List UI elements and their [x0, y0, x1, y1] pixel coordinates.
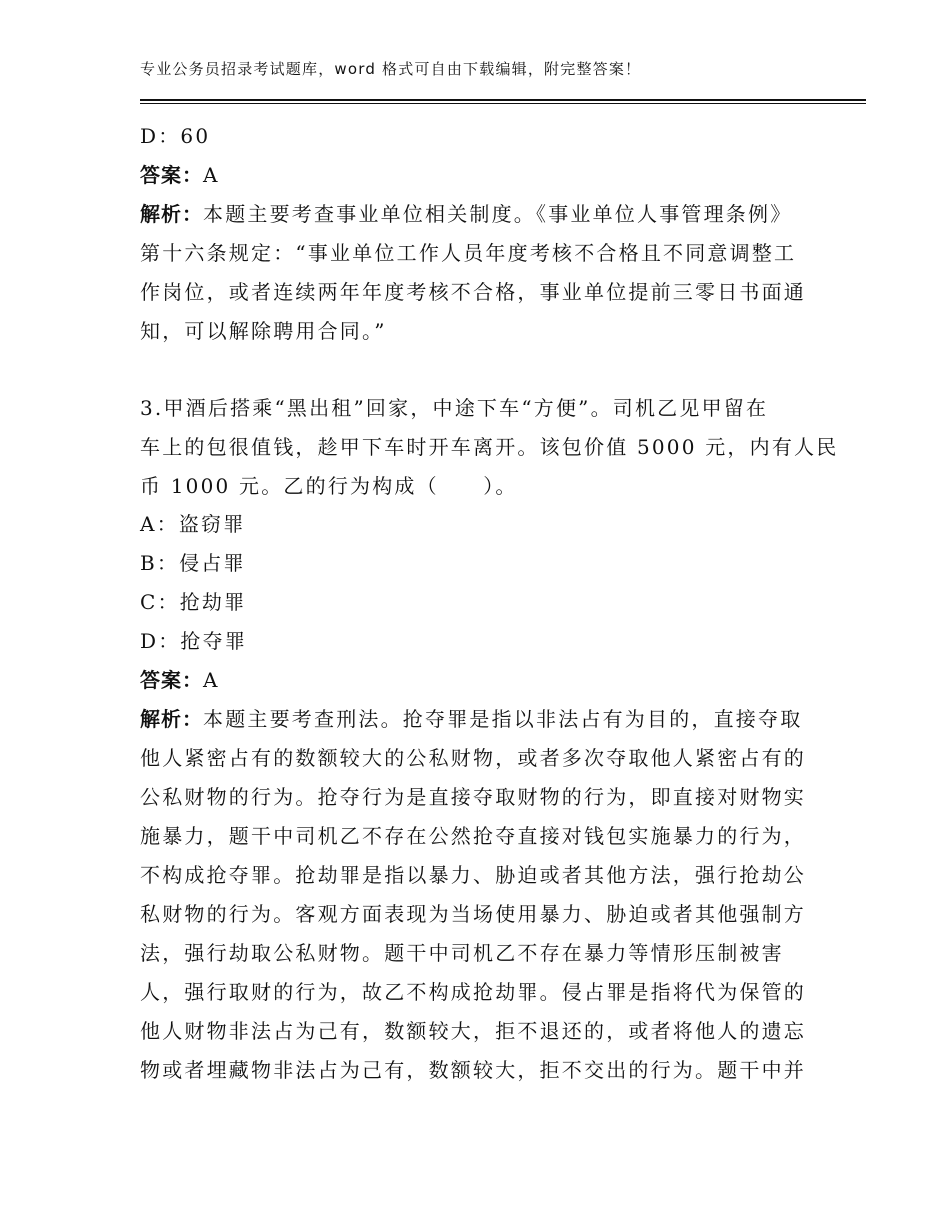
option-c: C：抢劫罪 [140, 590, 247, 614]
answer-value: A [203, 163, 220, 187]
question-stem-line-1: 车上的包很值钱，趁甲下车时开车离开。该包价值 5000 元，内有人民 [140, 435, 839, 459]
answer-value: A [203, 668, 220, 692]
analysis-line-prev-1: 第十六条规定：“事业单位工作人员年度考核不合格且不同意调整工 [140, 241, 797, 265]
option-d: D：抢夺罪 [140, 629, 248, 653]
analysis-line-8: 他人财物非法占为己有，数额较大，拒不退还的，或者将他人的遗忘 [140, 1019, 806, 1043]
answer-label: 答案： [140, 668, 203, 692]
analysis-line-0 [140, 707, 802, 731]
answer-line [140, 668, 220, 692]
analysis-text: 本题主要考查刑法。抢夺罪是指以非法占有为目的，直接夺取 [203, 707, 803, 731]
analysis-line-6: 法，强行劫取公私财物。题干中司机乙不存在暴力等情形压制被害 [140, 941, 784, 965]
answer-label: 答案： [140, 163, 203, 187]
analysis-line-2: 公私财物的行为。抢夺行为是直接夺取财物的行为，即直接对财物实 [140, 785, 806, 809]
question-stem-line-2: 币 1000 元。乙的行为构成（ ）。 [140, 474, 518, 498]
analysis-line-7: 人，强行取财的行为，故乙不构成抢劫罪。侵占罪是指将代为保管的 [140, 980, 806, 1004]
answer-line-prev [140, 163, 220, 187]
analysis-line-9: 物或者埋藏物非法占为己有，数额较大，拒不交出的行为。题干中并 [140, 1058, 806, 1082]
header-rule-thin [140, 103, 866, 104]
analysis-line-prev-2: 作岗位，或者连续两年年度考核不合格，事业单位提前三零日书面通 [140, 280, 806, 304]
analysis-text: 本题主要考查事业单位相关制度。《事业单位人事管理条例》 [203, 202, 793, 226]
question-stem-line-0: 3.甲酒后搭乘“黑出租”回家，中途下车“方便”。司机乙见甲留在 [140, 396, 769, 420]
option-a: A：盗窃罪 [140, 512, 246, 536]
analysis-line-4: 不构成抢夺罪。抢劫罪是指以暴力、胁迫或者其他方法，强行抢劫公 [140, 863, 806, 887]
option-d-prev: D：60 [140, 124, 211, 148]
analysis-line-prev-0 [140, 202, 792, 226]
analysis-line-prev-3: 知，可以解除聘用合同。” [140, 319, 387, 343]
analysis-label: 解析： [140, 707, 203, 731]
option-b: B：侵占罪 [140, 551, 246, 575]
header-rule [140, 99, 866, 101]
analysis-line-1: 他人紧密占有的数额较大的公私财物，或者多次夺取他人紧密占有的 [140, 746, 806, 770]
analysis-line-3: 施暴力，题干中司机乙不存在公然抢夺直接对钱包实施暴力的行为， [140, 824, 806, 848]
page-header: 专业公务员招录考试题库，word 格式可自由下载编辑，附完整答案！ [140, 60, 642, 78]
analysis-label: 解析： [140, 202, 203, 226]
analysis-line-5: 私财物的行为。客观方面表现为当场使用暴力、胁迫或者其他强制方 [140, 902, 806, 926]
